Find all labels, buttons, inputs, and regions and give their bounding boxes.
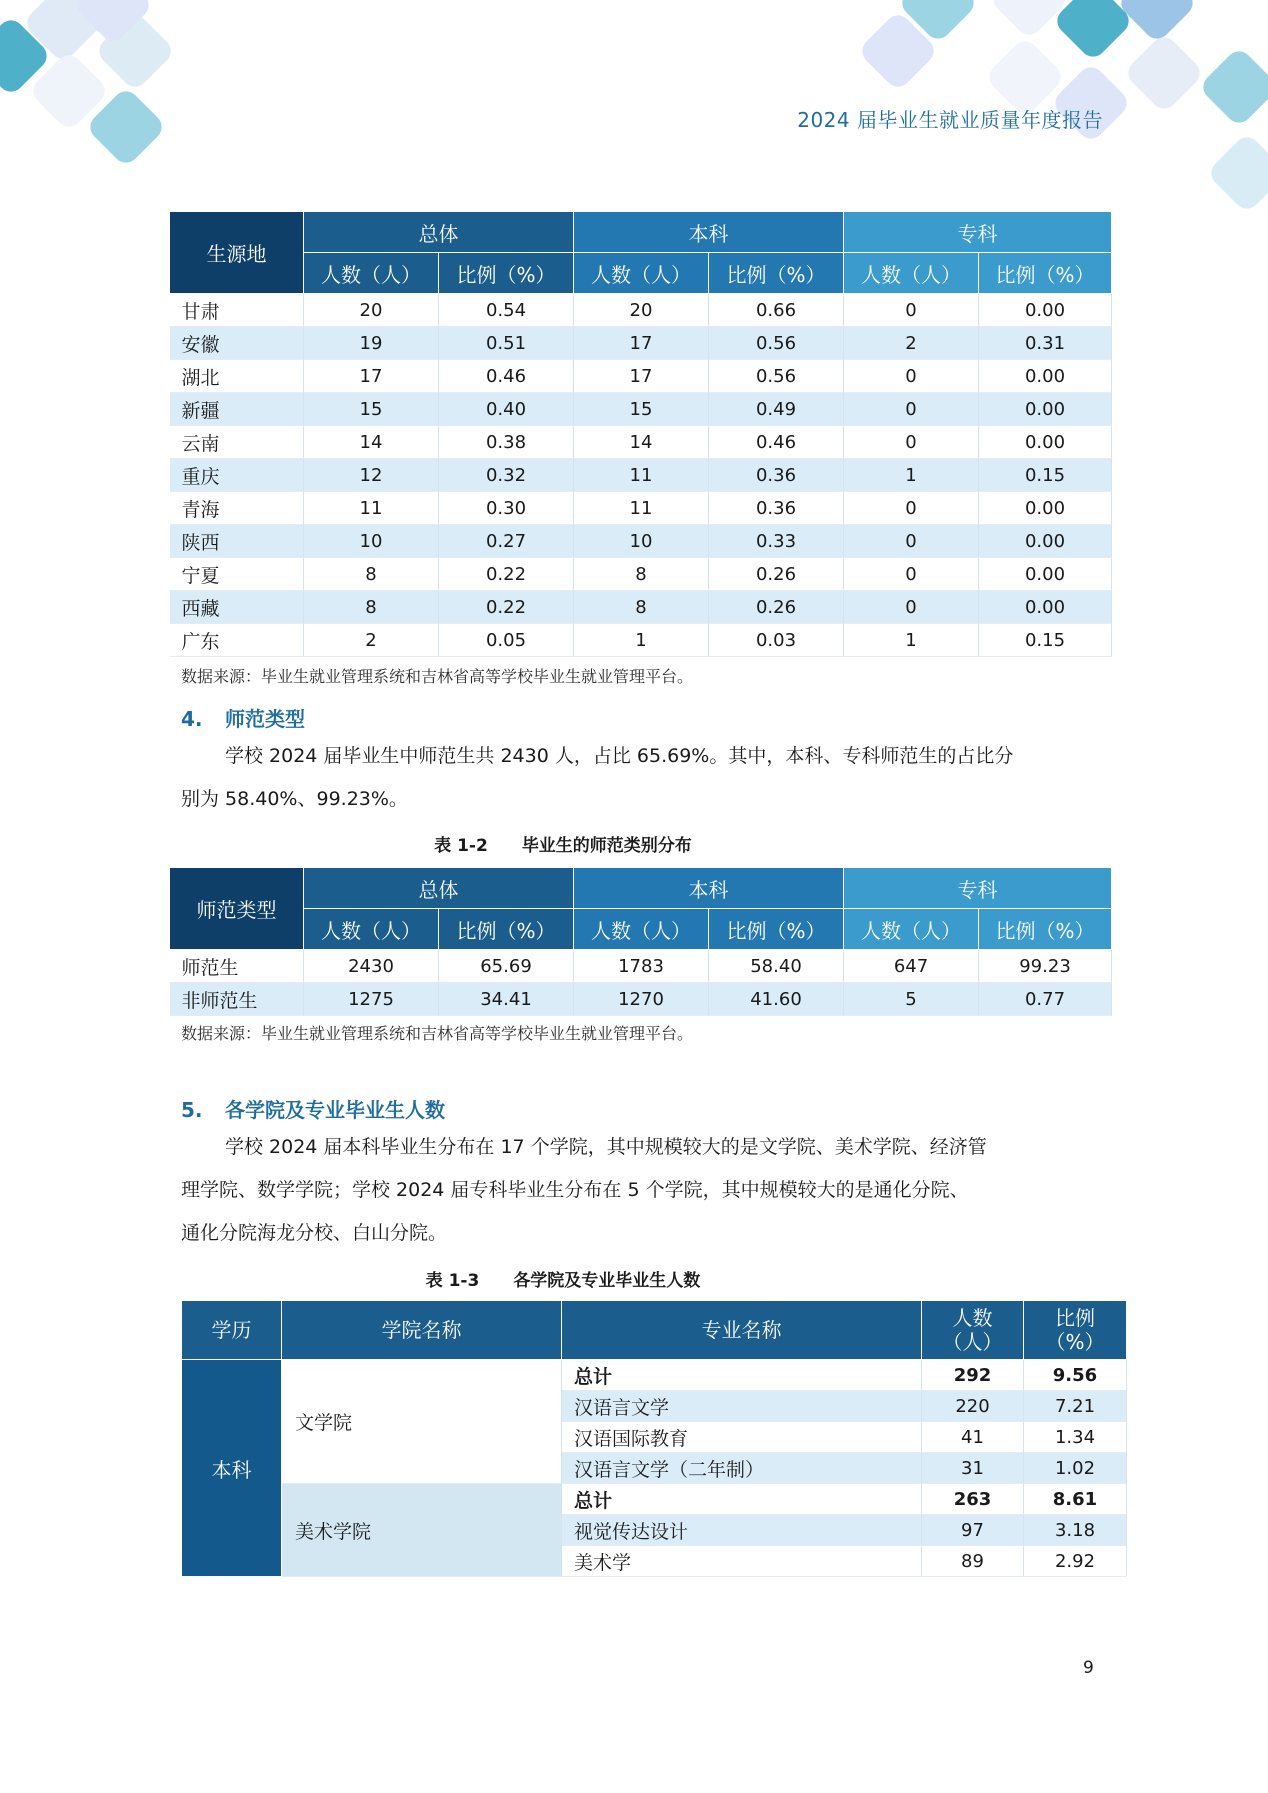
- paragraph-line: 别为 58.40%、99.23%。: [181, 788, 408, 810]
- origin-distribution-table: [169, 211, 1112, 657]
- table-cell: 20: [574, 294, 709, 327]
- table-cell: 0.46: [439, 360, 574, 393]
- table-cell: 12: [304, 459, 439, 492]
- row-label: 非师范生: [170, 983, 304, 1016]
- table-cell: 0: [844, 360, 979, 393]
- table-cell: 14: [574, 426, 709, 459]
- table-cell: 0.00: [979, 525, 1112, 558]
- header-ratio: [1024, 1301, 1127, 1360]
- table-cell: 2430: [304, 950, 439, 983]
- row-label: 青海: [170, 492, 304, 525]
- section-paragraph: [181, 735, 1101, 821]
- deco-tile: [1198, 46, 1268, 128]
- subheader-ratio: 比例（%）: [709, 909, 844, 950]
- header-major: 专业名称: [562, 1301, 922, 1360]
- table-cell: 0.32: [439, 459, 574, 492]
- page-number: 9: [1083, 1658, 1094, 1678]
- table-cell: 65.69: [439, 950, 574, 983]
- table-cell: 0: [844, 426, 979, 459]
- paragraph-line: 学校 2024 届本科毕业生分布在 17 个学院，其中规模较大的是文学院、美术学院、经济管: [225, 1136, 987, 1158]
- table-cell: 1270: [574, 983, 709, 1016]
- major-name-cell: 汉语言文学: [562, 1391, 922, 1422]
- report-header-title: 2024 届毕业生就业质量年度报告: [797, 108, 1103, 132]
- table-cell: 0.27: [439, 525, 574, 558]
- section-paragraph: [181, 1126, 1101, 1255]
- table-cell: 0.66: [709, 294, 844, 327]
- table-cell: 0: [844, 591, 979, 624]
- section-heading: [181, 703, 305, 732]
- table-cell: 0.22: [439, 558, 574, 591]
- table-cell: 0.36: [709, 459, 844, 492]
- row-label: 宁夏: [170, 558, 304, 591]
- table-row: [170, 393, 1112, 426]
- section-number: 5.: [181, 1098, 203, 1122]
- table-cell: 0.33: [709, 525, 844, 558]
- major-name-cell: 汉语言文学（二年制）: [562, 1453, 922, 1484]
- section-number: 4.: [181, 707, 203, 731]
- table-cell: 11: [304, 492, 439, 525]
- table-cell: 17: [574, 327, 709, 360]
- section-title: 师范类型: [225, 707, 305, 731]
- table-cell: 14: [304, 426, 439, 459]
- table-row: [170, 360, 1112, 393]
- section-heading: [181, 1094, 445, 1123]
- count-cell: 220: [922, 1391, 1024, 1422]
- deco-tile: [1206, 132, 1268, 214]
- ratio-cell: 1.34: [1024, 1422, 1127, 1453]
- college-name-cell: 美术学院: [282, 1484, 562, 1577]
- table-cell: 58.40: [709, 950, 844, 983]
- subheader-count: 人数（人）: [574, 909, 709, 950]
- data-source-note: 数据来源：毕业生就业管理系统和吉林省高等学校毕业生就业管理平台。: [181, 1024, 694, 1043]
- table-cell: 2: [304, 624, 439, 657]
- table-cell: 0.38: [439, 426, 574, 459]
- table-row: [170, 459, 1112, 492]
- table-cell: 20: [304, 294, 439, 327]
- table-cell: 10: [304, 525, 439, 558]
- deco-tile: [1123, 32, 1205, 114]
- table-cell: 0.00: [979, 360, 1112, 393]
- table-cell: 1: [844, 459, 979, 492]
- table-cell: 0: [844, 393, 979, 426]
- count-cell: 292: [922, 1360, 1024, 1391]
- table-row: [170, 426, 1112, 459]
- group-header-junior-college: 专科: [844, 868, 1112, 909]
- header-college: 学院名称: [282, 1301, 562, 1360]
- row-label: 湖北: [170, 360, 304, 393]
- table-cell: 34.41: [439, 983, 574, 1016]
- ratio-cell: 9.56: [1024, 1360, 1127, 1391]
- subheader-ratio: 比例（%）: [709, 253, 844, 294]
- table-cell: 0.51: [439, 327, 574, 360]
- total-label-cell: 总计: [562, 1484, 922, 1515]
- header-ratio-line: 比例: [1055, 1306, 1095, 1330]
- ratio-cell: 7.21: [1024, 1391, 1127, 1422]
- subheader-count: 人数（人）: [844, 253, 979, 294]
- table-cell: 0.15: [979, 459, 1112, 492]
- group-header-undergraduate: 本科: [574, 868, 844, 909]
- table-cell: 0: [844, 294, 979, 327]
- row-label: 重庆: [170, 459, 304, 492]
- table-cell: 0.40: [439, 393, 574, 426]
- paragraph-line: 学校 2024 届毕业生中师范生共 2430 人，占比 65.69%。其中，本科、专科师范生的占比分: [225, 745, 1014, 767]
- table-cell: 0.54: [439, 294, 574, 327]
- row-label: 陕西: [170, 525, 304, 558]
- table-cell: 41.60: [709, 983, 844, 1016]
- header-count: [922, 1301, 1024, 1360]
- table-cell: 0.77: [979, 983, 1112, 1016]
- group-header-total: 总体: [304, 212, 574, 253]
- section-title: 各学院及专业毕业生人数: [225, 1098, 445, 1122]
- deco-tile: [1052, 0, 1134, 62]
- table-cell: 1783: [574, 950, 709, 983]
- caption-label: 表 1-3: [425, 1271, 480, 1291]
- table-cell: 2: [844, 327, 979, 360]
- table-cell: 0.05: [439, 624, 574, 657]
- table-cell: 5: [844, 983, 979, 1016]
- total-label-cell: 总计: [562, 1360, 922, 1391]
- table-cell: 0.36: [709, 492, 844, 525]
- table-cell: 0.46: [709, 426, 844, 459]
- table-cell: 0.56: [709, 360, 844, 393]
- table-cell: 8: [574, 591, 709, 624]
- table-cell: 0: [844, 525, 979, 558]
- table-cell: 0.15: [979, 624, 1112, 657]
- college-major-table: [181, 1300, 1127, 1577]
- table-cell: 0.26: [709, 591, 844, 624]
- subheader-ratio: 比例（%）: [979, 909, 1112, 950]
- major-name-cell: 视觉传达设计: [562, 1515, 922, 1546]
- table-row: [170, 983, 1112, 1016]
- table-cell: 0.00: [979, 294, 1112, 327]
- table-cell: 0.56: [709, 327, 844, 360]
- table-cell: 10: [574, 525, 709, 558]
- table-caption: [148, 831, 978, 856]
- table-cell: 0.26: [709, 558, 844, 591]
- table-cell: 17: [304, 360, 439, 393]
- caption-text: 毕业生的师范类别分布: [521, 836, 692, 856]
- table-cell: 0.00: [979, 558, 1112, 591]
- count-cell: 89: [922, 1546, 1024, 1577]
- table-row: [182, 1360, 1127, 1391]
- table-row: [170, 525, 1112, 558]
- table-row: [170, 492, 1112, 525]
- caption-label: 表 1-2: [434, 836, 488, 856]
- table-cell: 0.22: [439, 591, 574, 624]
- table-row: [170, 558, 1112, 591]
- row-label: 广东: [170, 624, 304, 657]
- row-label: 安徽: [170, 327, 304, 360]
- table-cell: 0.00: [979, 426, 1112, 459]
- subheader-count: 人数（人）: [304, 909, 439, 950]
- count-cell: 41: [922, 1422, 1024, 1453]
- row-label: 云南: [170, 426, 304, 459]
- table-row: [170, 950, 1112, 983]
- table-row: [182, 1484, 1127, 1515]
- subheader-ratio: 比例（%）: [439, 909, 574, 950]
- table-cell: 0.31: [979, 327, 1112, 360]
- table-cell: 15: [574, 393, 709, 426]
- group-header-total: 总体: [304, 868, 574, 909]
- paragraph-line: 通化分院海龙分校、白山分院。: [181, 1222, 448, 1244]
- table-row: [170, 294, 1112, 327]
- table-cell: 0.00: [979, 393, 1112, 426]
- ratio-cell: 2.92: [1024, 1546, 1127, 1577]
- header-count-line: （人）: [942, 1330, 1003, 1354]
- group-header-undergraduate: 本科: [574, 212, 844, 253]
- ratio-cell: 1.02: [1024, 1453, 1127, 1484]
- subheader-count: 人数（人）: [304, 253, 439, 294]
- table-cell: 8: [574, 558, 709, 591]
- count-cell: 263: [922, 1484, 1024, 1515]
- table-cell: 0.00: [979, 492, 1112, 525]
- table-cell: 0: [844, 558, 979, 591]
- table-cell: 0.49: [709, 393, 844, 426]
- table-cell: 1275: [304, 983, 439, 1016]
- table-row: [170, 624, 1112, 657]
- row-label: 师范生: [170, 950, 304, 983]
- header-education: 学历: [182, 1301, 282, 1360]
- row-label: 西藏: [170, 591, 304, 624]
- table-row: [170, 591, 1112, 624]
- table-cell: 0.03: [709, 624, 844, 657]
- normal-type-table: [169, 867, 1112, 1016]
- major-name-cell: 美术学: [562, 1546, 922, 1577]
- college-name-cell: 文学院: [282, 1360, 562, 1484]
- group-header-junior-college: 专科: [844, 212, 1112, 253]
- count-cell: 97: [922, 1515, 1024, 1546]
- table-row: [170, 327, 1112, 360]
- table-cell: 17: [574, 360, 709, 393]
- table-corner-header: 生源地: [170, 212, 304, 294]
- table-cell: 647: [844, 950, 979, 983]
- major-name-cell: 汉语国际教育: [562, 1422, 922, 1453]
- table-cell: 11: [574, 459, 709, 492]
- ratio-cell: 8.61: [1024, 1484, 1127, 1515]
- subheader-count: 人数（人）: [574, 253, 709, 294]
- table-cell: 0: [844, 492, 979, 525]
- header-ratio-line: （%）: [1045, 1330, 1105, 1354]
- ratio-cell: 3.18: [1024, 1515, 1127, 1546]
- table-cell: 0.30: [439, 492, 574, 525]
- education-level-cell: 本科: [182, 1360, 282, 1577]
- table-cell: 0.00: [979, 591, 1112, 624]
- row-label: 新疆: [170, 393, 304, 426]
- subheader-ratio: 比例（%）: [439, 253, 574, 294]
- table-corner-header: 师范类型: [170, 868, 304, 950]
- data-source-note: 数据来源：毕业生就业管理系统和吉林省高等学校毕业生就业管理平台。: [181, 667, 694, 686]
- table-cell: 15: [304, 393, 439, 426]
- table-cell: 11: [574, 492, 709, 525]
- table-caption: [148, 1266, 978, 1291]
- count-cell: 31: [922, 1453, 1024, 1484]
- table-cell: 1: [844, 624, 979, 657]
- row-label: 甘肃: [170, 294, 304, 327]
- table-cell: 1: [574, 624, 709, 657]
- table-cell: 8: [304, 558, 439, 591]
- header-count-line: 人数: [952, 1306, 993, 1330]
- table-cell: 99.23: [979, 950, 1112, 983]
- subheader-count: 人数（人）: [844, 909, 979, 950]
- caption-text: 各学院及专业毕业生人数: [513, 1271, 701, 1291]
- paragraph-line: 理学院、数学学院；学校 2024 届专科毕业生分布在 5 个学院，其中规模较大的是通化分院、: [181, 1179, 969, 1201]
- table-cell: 19: [304, 327, 439, 360]
- subheader-ratio: 比例（%）: [979, 253, 1112, 294]
- table-cell: 8: [304, 591, 439, 624]
